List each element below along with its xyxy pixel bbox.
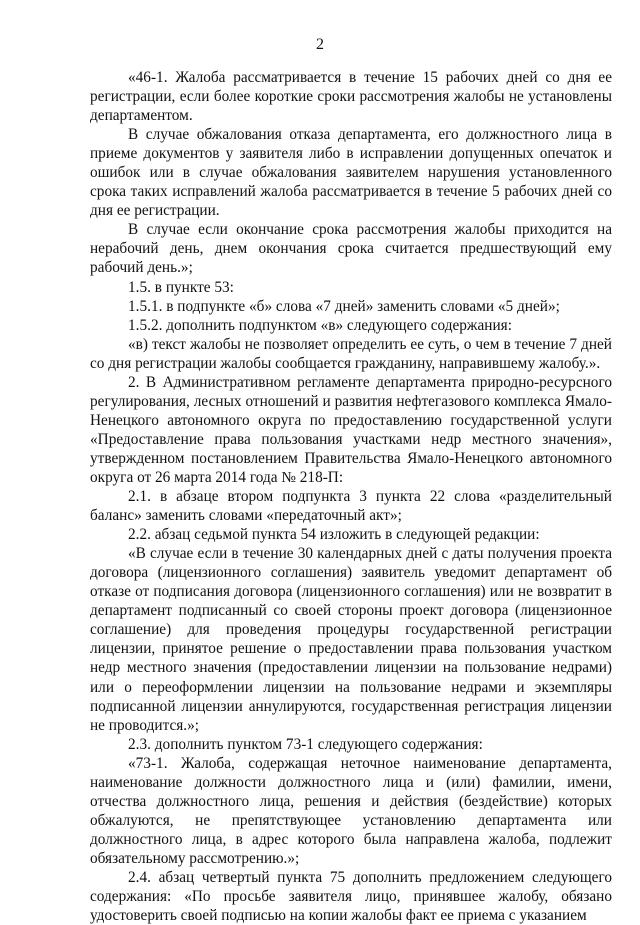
paragraph-2-2: 2.2. абзац седьмой пункта 54 изложить в следующей редакции:	[128, 526, 540, 544]
paragraph-73-1: «73-1. Жалоба, содержащая неточное наименование департамента, наименование должности должностного лица и (или) фамилии, имени, отчества должностного лица, решения и действия (бездействие) которых обжалуются, не препятствующее установлению департамента или должностного лица, в адрес которого была направлена жалоба, подлежит обязательному рассмотрению.»;	[90, 754, 612, 867]
paragraph-subitem-v: «в) текст жалобы не позволяет определить ее суть, о чем в течение 7 дней со дня регистрации жалобы сообщается гражданину, направившему жалобу.».	[90, 335, 612, 372]
paragraph-refusal-appeal: В случае обжалования отказа департамента, его должностного лица в приеме документов у заявителя либо в исправлении допущенных опечаток и ошибок или в случае обжалования заявителем нарушения установленного срока таких исправлений жалоба рассматривается в течение 5 рабочих дней со дня ее регистрации.	[90, 126, 612, 220]
paragraph-2-4: 2.4. абзац четвертый пункта 75 дополнить предложением следующего содержания: «По просьбе заявителя лицо, принявшее жалобу, обязано удостоверить своей подписью на копии жалобы факт ее приема с указанием	[90, 868, 612, 925]
paragraph-2-3: 2.3. дополнить пунктом 73-1 следующего содержания:	[128, 735, 483, 753]
paragraph-1-5-2: 1.5.2. дополнить подпунктом «в» следующего содержания:	[128, 316, 512, 334]
document-body	[90, 68, 612, 925]
paragraph-46-1-complaint-term: «46-1. Жалоба рассматривается в течение 15 рабочих дней со дня ее регистрации, если более короткие сроки рассмотрения жалобы не установлены департаментом.	[90, 69, 612, 125]
paragraph-2-regulation: 2. В Административном регламенте департамента природно-ресурсного регулирования, лесных отношений и развития нефтегазового комплекса Ямало-Ненецкого автономного округа по предоставлению государственной услуги «Предоставление права пользования участками недр местного значения», утвержденном постановлением Правительства Ямало-Ненецкого автономного округа от 26 марта 2014 года № 218-П:	[90, 373, 612, 486]
page-number: 2	[316, 36, 324, 53]
paragraph-quoted-54: «В случае если в течение 30 календарных дней с даты получения проекта договора (лицензионного соглашения) заявитель уведомит департамент об отказе от подписания договора (лицензионного соглашения) или не возвратит в департамент подписанный со своей стороны проект договора (лицензионное соглашение) для проведения процедуры государственной регистрации лицензии, принятое решение о предоставлении права пользования участком недр местного значения (предоставлении лицензии на пользование недрами) или о переоформлении лицензии на пользование недрами и экземпляры подписанной лицензии аннулируются, государственная регистрация лицензии не проводится.»;	[90, 545, 612, 734]
paragraph-1-5: 1.5. в пункте 53:	[128, 278, 234, 296]
paragraph-2-1: 2.1. в абзаце втором подпункта 3 пункта 22 слова «разделительный баланс» заменить словами «передаточный акт»;	[90, 488, 612, 525]
paragraph-1-5-1: 1.5.1. в подпункте «б» слова «7 дней» заменить словами «5 дней»;	[128, 297, 560, 315]
paragraph-nonworking-day: В случае если окончание срока рассмотрения жалобы приходится на нерабочий день, днем окончания срока считается предшествующий ему рабочий день.»;	[90, 221, 612, 277]
